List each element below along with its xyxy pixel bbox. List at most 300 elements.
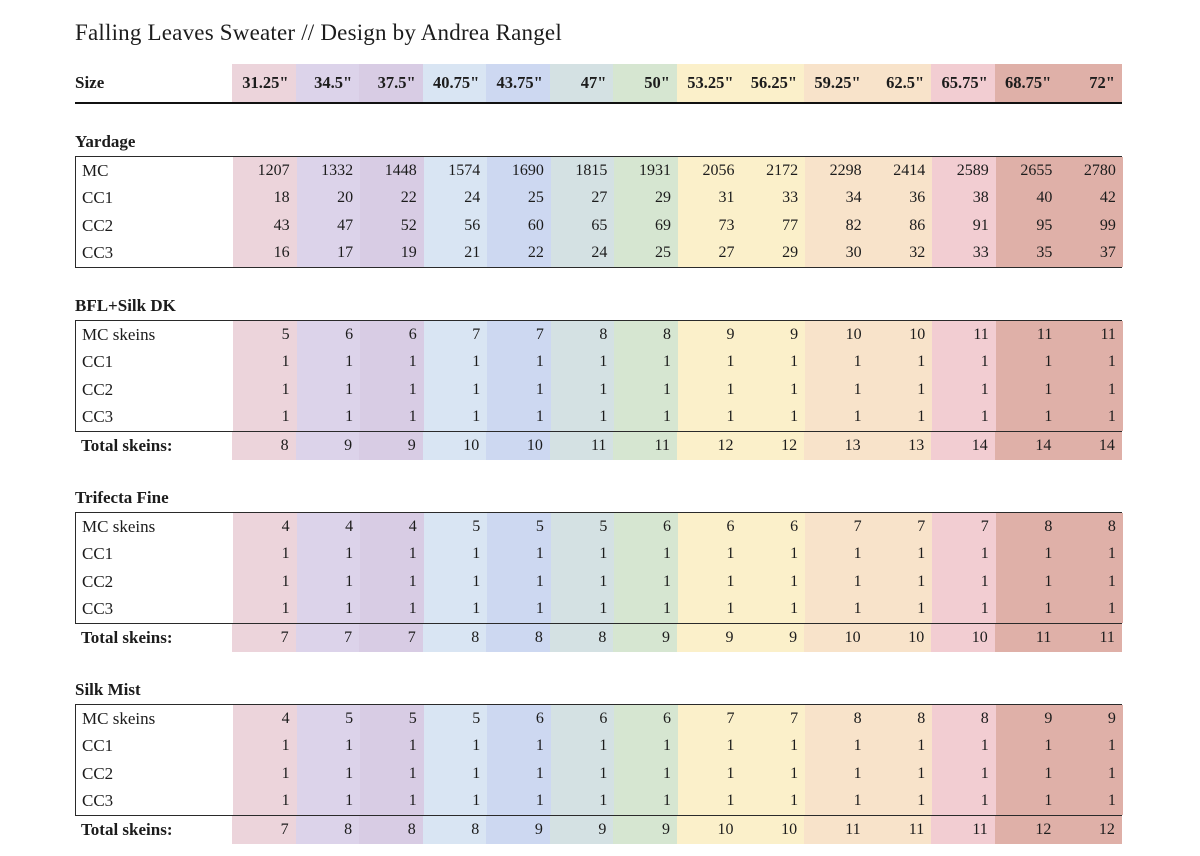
table-row <box>76 733 1121 761</box>
size-column-header: 43.75" <box>486 64 550 102</box>
row-label: MC <box>76 157 233 185</box>
value-cell: 91 <box>932 212 996 240</box>
value-cell: 1 <box>805 541 869 569</box>
value-cell: 1 <box>678 349 742 377</box>
value-cell: 8 <box>296 816 360 844</box>
value-cell: 1 <box>742 733 806 761</box>
value-cell: 7 <box>678 705 742 733</box>
value-cell: 25 <box>614 240 678 268</box>
value-cell: 8 <box>232 432 296 460</box>
value-cell: 99 <box>1059 212 1123 240</box>
value-cell: 7 <box>742 705 806 733</box>
value-cell: 1 <box>487 376 551 404</box>
row-label: MC skeins <box>76 705 233 733</box>
value-cell: 1 <box>742 349 806 377</box>
value-cell: 7 <box>232 816 296 844</box>
value-cell: 1 <box>424 541 488 569</box>
value-cell: 22 <box>487 240 551 268</box>
value-cell: 31 <box>678 185 742 213</box>
value-cell: 1 <box>996 760 1060 788</box>
value-cell: 6 <box>614 705 678 733</box>
value-cell: 1 <box>996 376 1060 404</box>
value-cell: 12 <box>1058 816 1122 844</box>
value-cell: 1 <box>424 788 488 816</box>
value-cell: 1 <box>932 404 996 432</box>
value-cell: 1690 <box>487 157 551 185</box>
value-cell: 9 <box>742 321 806 349</box>
value-cell: 1 <box>360 760 424 788</box>
value-cell: 1 <box>297 541 361 569</box>
value-cell: 5 <box>424 705 488 733</box>
value-cell: 7 <box>805 513 869 541</box>
value-cell: 1 <box>678 596 742 624</box>
table-row <box>76 157 1121 185</box>
value-cell: 6 <box>297 321 361 349</box>
value-cell: 1 <box>233 404 297 432</box>
value-cell: 9 <box>678 321 742 349</box>
value-cell: 1 <box>233 541 297 569</box>
value-cell: 1 <box>360 376 424 404</box>
value-cell: 32 <box>869 240 933 268</box>
value-cell: 29 <box>742 240 806 268</box>
value-cell: 1 <box>360 788 424 816</box>
value-cell: 8 <box>423 624 487 652</box>
value-cell: 14 <box>931 432 995 460</box>
value-cell: 1 <box>932 349 996 377</box>
section-heading: Silk Mist <box>75 680 141 699</box>
value-cell: 1 <box>424 404 488 432</box>
value-cell: 6 <box>487 705 551 733</box>
table-row <box>76 760 1121 788</box>
value-cell: 95 <box>996 212 1060 240</box>
section-table <box>75 320 1122 432</box>
value-cell: 1 <box>932 376 996 404</box>
table-row <box>76 705 1121 733</box>
value-cell: 1448 <box>360 157 424 185</box>
value-cell: 1 <box>996 349 1060 377</box>
value-cell: 1 <box>1059 376 1123 404</box>
value-cell: 33 <box>742 185 806 213</box>
value-cell: 1 <box>805 596 869 624</box>
value-cell: 5 <box>360 705 424 733</box>
total-row <box>75 432 1122 460</box>
value-cell: 1 <box>932 733 996 761</box>
value-cell: 8 <box>359 816 423 844</box>
value-cell: 8 <box>805 705 869 733</box>
value-cell: 1 <box>360 541 424 569</box>
value-cell: 1 <box>297 376 361 404</box>
value-cell: 1 <box>678 404 742 432</box>
value-cell: 1 <box>1059 349 1123 377</box>
value-cell: 11 <box>931 816 995 844</box>
table-row <box>76 568 1121 596</box>
value-cell: 7 <box>424 321 488 349</box>
sections-container <box>75 132 1122 844</box>
value-cell: 43 <box>233 212 297 240</box>
value-cell: 69 <box>614 212 678 240</box>
value-cell: 29 <box>614 185 678 213</box>
section-table <box>75 704 1122 816</box>
value-cell: 14 <box>1058 432 1122 460</box>
value-cell: 1 <box>487 733 551 761</box>
value-cell: 1 <box>805 376 869 404</box>
value-cell: 1 <box>1059 541 1123 569</box>
value-cell: 36 <box>869 185 933 213</box>
value-cell: 2655 <box>996 157 1060 185</box>
value-cell: 1 <box>487 568 551 596</box>
value-cell: 10 <box>805 321 869 349</box>
value-cell: 16 <box>233 240 297 268</box>
value-cell: 1 <box>424 733 488 761</box>
value-cell: 18 <box>233 185 297 213</box>
value-cell: 1 <box>297 568 361 596</box>
value-cell: 1 <box>869 760 933 788</box>
value-cell: 1 <box>360 733 424 761</box>
value-cell: 1332 <box>297 157 361 185</box>
value-cell: 1 <box>869 596 933 624</box>
value-cell: 8 <box>996 513 1060 541</box>
row-label: Total skeins: <box>75 432 232 460</box>
value-cell: 1 <box>551 788 615 816</box>
value-cell: 7 <box>296 624 360 652</box>
value-cell: 4 <box>233 513 297 541</box>
value-cell: 12 <box>741 432 805 460</box>
value-cell: 1 <box>1059 596 1123 624</box>
value-cell: 2589 <box>932 157 996 185</box>
value-cell: 5 <box>233 321 297 349</box>
value-cell: 1 <box>805 733 869 761</box>
value-cell: 1 <box>551 541 615 569</box>
value-cell: 27 <box>551 185 615 213</box>
value-cell: 1 <box>1059 733 1123 761</box>
value-cell: 30 <box>805 240 869 268</box>
value-cell: 42 <box>1059 185 1123 213</box>
value-cell: 11 <box>932 321 996 349</box>
size-column-header: 47" <box>550 64 614 102</box>
value-cell: 9 <box>486 816 550 844</box>
value-cell: 1 <box>678 568 742 596</box>
size-column-header: 34.5" <box>296 64 360 102</box>
value-cell: 25 <box>487 185 551 213</box>
row-label: Total skeins: <box>75 624 232 652</box>
value-cell: 1 <box>614 568 678 596</box>
value-cell: 10 <box>804 624 868 652</box>
value-cell: 65 <box>551 212 615 240</box>
value-cell: 1 <box>233 596 297 624</box>
table-row <box>76 404 1121 432</box>
section-table <box>75 156 1122 268</box>
page-title: Falling Leaves Sweater // Design by Andrea Rangel <box>75 20 562 45</box>
value-cell: 8 <box>932 705 996 733</box>
value-cell: 24 <box>424 185 488 213</box>
value-cell: 6 <box>360 321 424 349</box>
value-cell: 1 <box>487 541 551 569</box>
value-cell: 73 <box>678 212 742 240</box>
value-cell: 11 <box>613 432 677 460</box>
value-cell: 1 <box>551 733 615 761</box>
value-cell: 1 <box>233 760 297 788</box>
value-cell: 9 <box>613 624 677 652</box>
value-cell: 1 <box>1059 404 1123 432</box>
value-cell: 10 <box>677 816 741 844</box>
section-heading: Yardage <box>75 132 136 151</box>
size-column-header: 31.25" <box>232 64 296 102</box>
value-cell: 1 <box>424 760 488 788</box>
value-cell: 11 <box>1059 321 1123 349</box>
value-cell: 1 <box>297 760 361 788</box>
value-cell: 1931 <box>614 157 678 185</box>
row-label: CC2 <box>76 568 233 596</box>
table-row <box>76 788 1121 816</box>
table-row <box>76 513 1121 541</box>
value-cell: 1 <box>551 404 615 432</box>
value-cell: 1 <box>678 733 742 761</box>
value-cell: 1 <box>614 760 678 788</box>
value-cell: 1 <box>487 596 551 624</box>
row-label: CC2 <box>76 376 233 404</box>
value-cell: 1 <box>424 376 488 404</box>
value-cell: 1 <box>614 596 678 624</box>
value-cell: 13 <box>868 432 932 460</box>
value-cell: 14 <box>995 432 1059 460</box>
table-row <box>76 349 1121 377</box>
value-cell: 7 <box>932 513 996 541</box>
value-cell: 24 <box>551 240 615 268</box>
value-cell: 1 <box>487 760 551 788</box>
value-cell: 8 <box>614 321 678 349</box>
size-column-header: 56.25" <box>741 64 805 102</box>
value-cell: 1 <box>551 568 615 596</box>
value-cell: 1 <box>360 404 424 432</box>
value-cell: 2414 <box>869 157 933 185</box>
value-cell: 1 <box>678 760 742 788</box>
value-cell: 5 <box>297 705 361 733</box>
value-cell: 1 <box>1059 760 1123 788</box>
value-cell: 1 <box>487 788 551 816</box>
value-cell: 8 <box>486 624 550 652</box>
table-row <box>76 321 1121 349</box>
value-cell: 4 <box>297 513 361 541</box>
value-cell: 37 <box>1059 240 1123 268</box>
value-cell: 1 <box>742 404 806 432</box>
value-cell: 1 <box>996 568 1060 596</box>
value-cell: 1 <box>424 568 488 596</box>
yarn-section <box>75 132 1122 268</box>
value-cell: 1 <box>551 376 615 404</box>
value-cell: 6 <box>614 513 678 541</box>
value-cell: 1 <box>742 568 806 596</box>
value-cell: 1 <box>487 404 551 432</box>
value-cell: 33 <box>932 240 996 268</box>
value-cell: 47 <box>297 212 361 240</box>
value-cell: 11 <box>996 321 1060 349</box>
row-label: Total skeins: <box>75 816 232 844</box>
value-cell: 1 <box>742 541 806 569</box>
value-cell: 19 <box>360 240 424 268</box>
value-cell: 11 <box>868 816 932 844</box>
size-column-header: 72" <box>1058 64 1122 102</box>
size-column-header: 37.5" <box>359 64 423 102</box>
value-cell: 10 <box>869 321 933 349</box>
value-cell: 17 <box>297 240 361 268</box>
value-cell: 8 <box>550 624 614 652</box>
value-cell: 9 <box>1059 705 1123 733</box>
value-cell: 13 <box>804 432 868 460</box>
value-cell: 1 <box>233 349 297 377</box>
value-cell: 22 <box>360 185 424 213</box>
value-cell: 4 <box>360 513 424 541</box>
value-cell: 1 <box>932 760 996 788</box>
value-cell: 10 <box>741 816 805 844</box>
value-cell: 1 <box>233 376 297 404</box>
size-column-header: 65.75" <box>931 64 995 102</box>
value-cell: 10 <box>868 624 932 652</box>
value-cell: 77 <box>742 212 806 240</box>
row-label: CC1 <box>76 541 233 569</box>
value-cell: 1 <box>297 596 361 624</box>
value-cell: 1 <box>996 596 1060 624</box>
size-column-header: 62.5" <box>868 64 932 102</box>
value-cell: 1 <box>678 788 742 816</box>
value-cell: 1 <box>869 349 933 377</box>
value-cell: 1 <box>805 788 869 816</box>
value-cell: 56 <box>424 212 488 240</box>
value-cell: 2780 <box>1059 157 1123 185</box>
value-cell: 6 <box>678 513 742 541</box>
value-cell: 12 <box>995 816 1059 844</box>
value-cell: 1 <box>551 596 615 624</box>
value-cell: 8 <box>1059 513 1123 541</box>
value-cell: 9 <box>741 624 805 652</box>
value-cell: 1 <box>932 541 996 569</box>
value-cell: 11 <box>1058 624 1122 652</box>
value-cell: 1 <box>805 349 869 377</box>
value-cell: 1 <box>487 349 551 377</box>
value-cell: 1 <box>1059 568 1123 596</box>
value-cell: 21 <box>424 240 488 268</box>
value-cell: 5 <box>424 513 488 541</box>
row-label: CC3 <box>76 404 233 432</box>
value-cell: 1 <box>932 596 996 624</box>
row-label: CC1 <box>76 733 233 761</box>
value-cell: 1574 <box>424 157 488 185</box>
value-cell: 10 <box>486 432 550 460</box>
table-row <box>76 376 1121 404</box>
value-cell: 1 <box>869 733 933 761</box>
value-cell: 1815 <box>551 157 615 185</box>
value-cell: 9 <box>613 816 677 844</box>
value-cell: 11 <box>995 624 1059 652</box>
value-cell: 1 <box>996 541 1060 569</box>
row-label: CC3 <box>76 596 233 624</box>
row-label: CC2 <box>76 212 233 240</box>
value-cell: 9 <box>359 432 423 460</box>
size-column-header: 40.75" <box>423 64 487 102</box>
value-cell: 20 <box>297 185 361 213</box>
value-cell: 6 <box>742 513 806 541</box>
size-column-header: 68.75" <box>995 64 1059 102</box>
value-cell: 10 <box>423 432 487 460</box>
value-cell: 1 <box>678 541 742 569</box>
value-cell: 1 <box>614 541 678 569</box>
value-cell: 8 <box>869 705 933 733</box>
value-cell: 9 <box>996 705 1060 733</box>
total-row <box>75 624 1122 652</box>
value-cell: 35 <box>996 240 1060 268</box>
value-cell: 1 <box>996 733 1060 761</box>
value-cell: 1 <box>742 760 806 788</box>
row-label: CC1 <box>76 349 233 377</box>
yarn-section <box>75 296 1122 460</box>
value-cell: 4 <box>233 705 297 733</box>
value-cell: 2056 <box>678 157 742 185</box>
value-cell: 86 <box>869 212 933 240</box>
value-cell: 1 <box>869 568 933 596</box>
value-cell: 1 <box>996 404 1060 432</box>
value-cell: 7 <box>232 624 296 652</box>
table-row <box>76 596 1121 624</box>
value-cell: 12 <box>677 432 741 460</box>
yarn-section <box>75 488 1122 652</box>
value-cell: 7 <box>487 321 551 349</box>
table-row <box>76 541 1121 569</box>
size-column-header: 59.25" <box>804 64 868 102</box>
value-cell: 1 <box>233 568 297 596</box>
value-cell: 11 <box>804 816 868 844</box>
value-cell: 1 <box>360 349 424 377</box>
size-row-label: Size <box>75 64 232 102</box>
value-cell: 1 <box>678 376 742 404</box>
value-cell: 1 <box>869 376 933 404</box>
value-cell: 9 <box>550 816 614 844</box>
total-row <box>75 816 1122 844</box>
value-cell: 6 <box>551 705 615 733</box>
row-label: CC1 <box>76 185 233 213</box>
value-cell: 1 <box>614 404 678 432</box>
value-cell: 1 <box>805 760 869 788</box>
size-column-header: 53.25" <box>677 64 741 102</box>
value-cell: 1 <box>614 376 678 404</box>
value-cell: 1 <box>1059 788 1123 816</box>
table-row <box>76 212 1121 240</box>
value-cell: 1 <box>551 760 615 788</box>
size-header-row <box>75 64 1122 104</box>
value-cell: 40 <box>996 185 1060 213</box>
table-row <box>76 240 1121 268</box>
value-cell: 1 <box>932 568 996 596</box>
value-cell: 1 <box>233 788 297 816</box>
value-cell: 7 <box>359 624 423 652</box>
value-cell: 52 <box>360 212 424 240</box>
row-label: CC2 <box>76 760 233 788</box>
row-label: MC skeins <box>76 513 233 541</box>
value-cell: 1 <box>932 788 996 816</box>
value-cell: 1 <box>297 349 361 377</box>
value-cell: 2298 <box>805 157 869 185</box>
value-cell: 1 <box>233 733 297 761</box>
section-table <box>75 512 1122 624</box>
row-label: CC3 <box>76 240 233 268</box>
value-cell: 1 <box>360 596 424 624</box>
value-cell: 7 <box>869 513 933 541</box>
value-cell: 1 <box>742 788 806 816</box>
section-heading: BFL+Silk DK <box>75 296 176 315</box>
row-label: MC skeins <box>76 321 233 349</box>
value-cell: 1 <box>996 788 1060 816</box>
value-cell: 60 <box>487 212 551 240</box>
value-cell: 1 <box>424 349 488 377</box>
value-cell: 1 <box>297 733 361 761</box>
